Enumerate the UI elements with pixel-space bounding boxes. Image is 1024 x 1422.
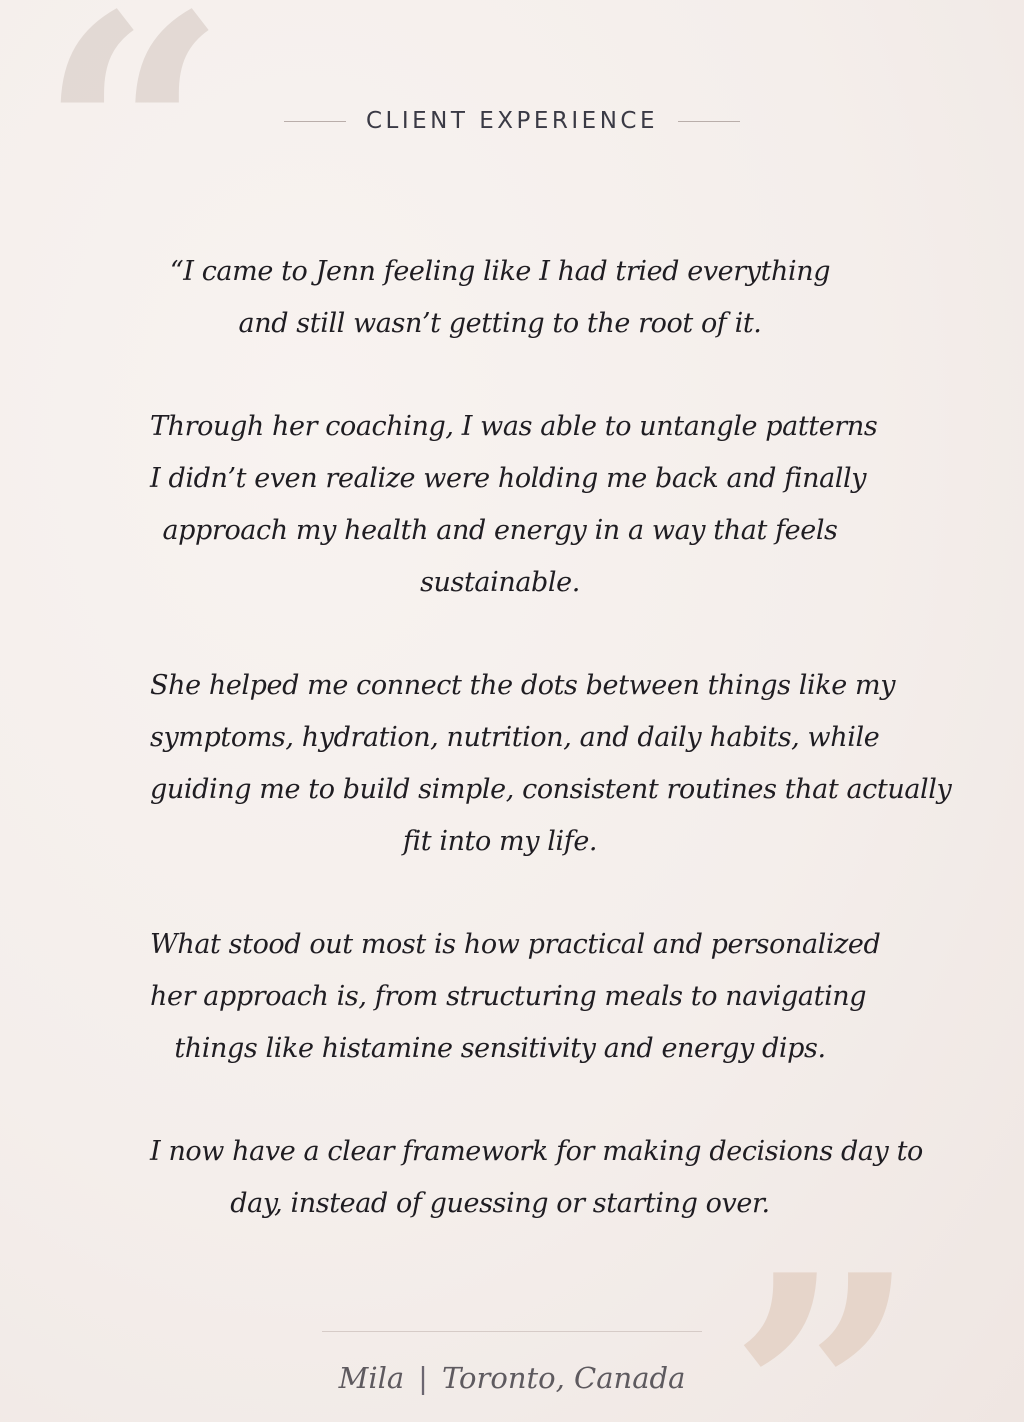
testimonial-paragraph xyxy=(150,246,850,350)
testimonial-line: approach my health and energy in a way that feels xyxy=(162,515,838,546)
testimonial-line: symptoms, hydration, nutrition, and daily habits, while xyxy=(150,722,880,753)
testimonial-line: What stood out most is how practical and personalized xyxy=(150,929,881,960)
attribution-separator: | xyxy=(418,1361,428,1395)
client-name: Mila xyxy=(338,1361,405,1395)
testimonial-paragraph xyxy=(150,919,881,1075)
testimonial-line: things like histamine sensitivity and energy dips. xyxy=(174,1033,826,1064)
testimonial-paragraph xyxy=(150,401,878,609)
heading-rule-right xyxy=(678,121,740,122)
section-header xyxy=(0,108,1024,134)
attribution-divider xyxy=(322,1331,702,1332)
testimonial-line: day, instead of guessing or starting over. xyxy=(230,1188,770,1219)
heading-rule-left xyxy=(284,121,346,122)
testimonial-line: guiding me to build simple, consistent routines that actually xyxy=(150,774,952,805)
testimonial-line: I now have a clear framework for making decisions day to xyxy=(150,1136,923,1167)
testimonial-line: fit into my life. xyxy=(402,826,598,857)
testimonial-line: Through her coaching, I was able to untangle patterns xyxy=(150,411,878,442)
testimonial-line: “I came to Jenn feeling like I had tried everything xyxy=(169,256,831,287)
testimonial-line: She helped me connect the dots between things like my xyxy=(150,670,896,701)
client-location: Toronto, Canada xyxy=(441,1361,686,1395)
testimonial-line: and still wasn’t getting to the root of it. xyxy=(238,308,762,339)
close-quote-icon: ” xyxy=(728,1203,918,1422)
testimonial-line: her approach is, from structuring meals to navigating xyxy=(150,981,867,1012)
testimonial-paragraph xyxy=(150,660,952,868)
testimonial-body xyxy=(150,246,952,1281)
open-quote-icon: “ xyxy=(38,0,228,331)
testimonial-line: sustainable. xyxy=(420,567,580,598)
attribution xyxy=(0,1361,1024,1395)
testimonial-paragraph xyxy=(150,1126,923,1230)
testimonial-line: I didn’t even realize were holding me back and finally xyxy=(150,463,867,494)
section-heading: CLIENT EXPERIENCE xyxy=(365,108,659,134)
